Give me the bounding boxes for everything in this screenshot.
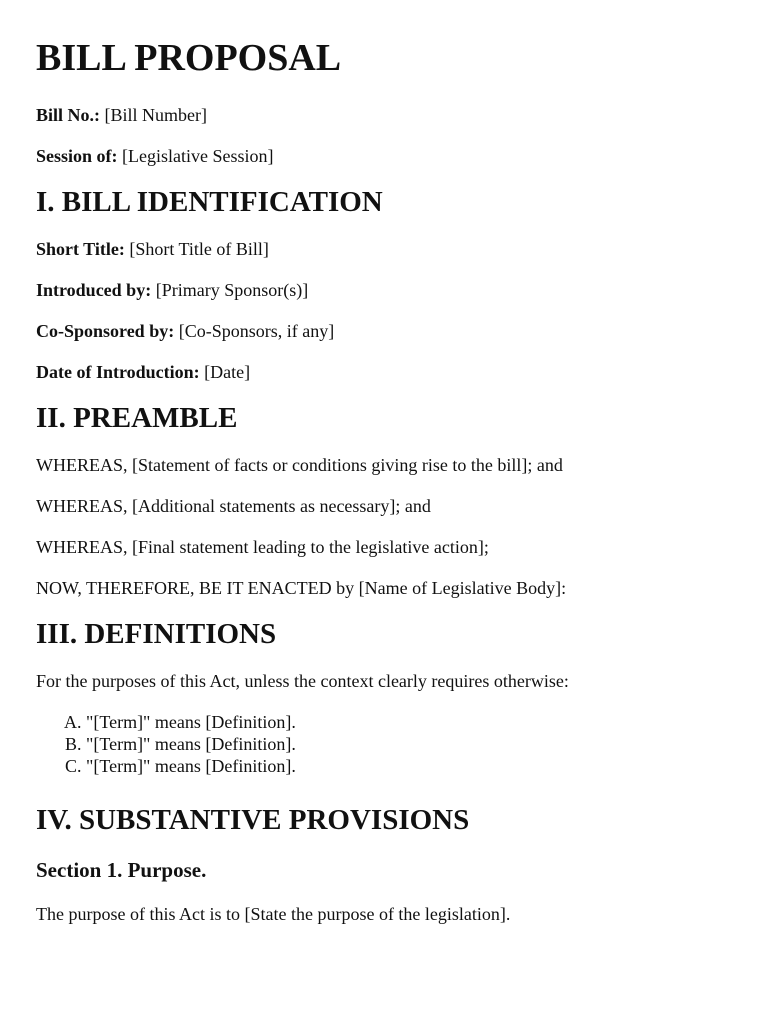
- subsection-heading-purpose: Section 1. Purpose.: [36, 858, 207, 882]
- purpose-text: The purpose of this Act is to [State the purpose of the legislation].: [36, 904, 511, 924]
- co-sponsored-by-label: Co-Sponsored by:: [36, 321, 175, 341]
- section-heading-provisions: IV. SUBSTANTIVE PROVISIONS: [36, 804, 470, 836]
- document-title: BILL PROPOSAL: [36, 37, 342, 79]
- introduced-by-value: [Primary Sponsor(s)]: [155, 280, 309, 300]
- enacting-clause: NOW, THEREFORE, BE IT ENACTED by [Name of Legislative Body]:: [36, 578, 567, 598]
- short-title-value: [Short Title of Bill]: [129, 239, 269, 259]
- section-heading-identification: I. BILL IDENTIFICATION: [36, 186, 383, 218]
- date-of-introduction-value: [Date]: [204, 362, 251, 382]
- definitions-intro: For the purposes of this Act, unless the context clearly requires otherwise:: [36, 671, 569, 691]
- preamble-line: WHEREAS, [Final statement leading to the legislative action];: [36, 537, 489, 557]
- introduced-by-label: Introduced by:: [36, 280, 152, 300]
- preamble-line: WHEREAS, [Additional statements as necessary]; and: [36, 496, 431, 516]
- definition-item: B. "[Term]" means [Definition].: [86, 733, 734, 755]
- co-sponsored-by-line: [36, 320, 734, 342]
- session-label: Session of:: [36, 146, 118, 166]
- short-title-label: Short Title:: [36, 239, 125, 259]
- co-sponsored-by-value: [Co-Sponsors, if any]: [178, 321, 335, 341]
- preamble-line: WHEREAS, [Statement of facts or conditions giving rise to the bill]; and: [36, 455, 563, 475]
- session-value: [Legislative Session]: [122, 146, 274, 166]
- section-heading-preamble: II. PREAMBLE: [36, 402, 238, 434]
- definitions-list: [36, 711, 734, 777]
- definition-item: C. "[Term]" means [Definition].: [86, 755, 734, 777]
- bill-number-line: [36, 104, 734, 126]
- introduced-by-line: [36, 279, 734, 301]
- bill-number-label: Bill No.:: [36, 105, 101, 125]
- date-of-introduction-line: [36, 361, 734, 383]
- short-title-line: [36, 238, 734, 260]
- section-heading-definitions: III. DEFINITIONS: [36, 618, 277, 650]
- date-of-introduction-label: Date of Introduction:: [36, 362, 200, 382]
- definition-item: A. "[Term]" means [Definition].: [86, 711, 734, 733]
- bill-number-value: [Bill Number]: [104, 105, 207, 125]
- session-line: [36, 145, 734, 167]
